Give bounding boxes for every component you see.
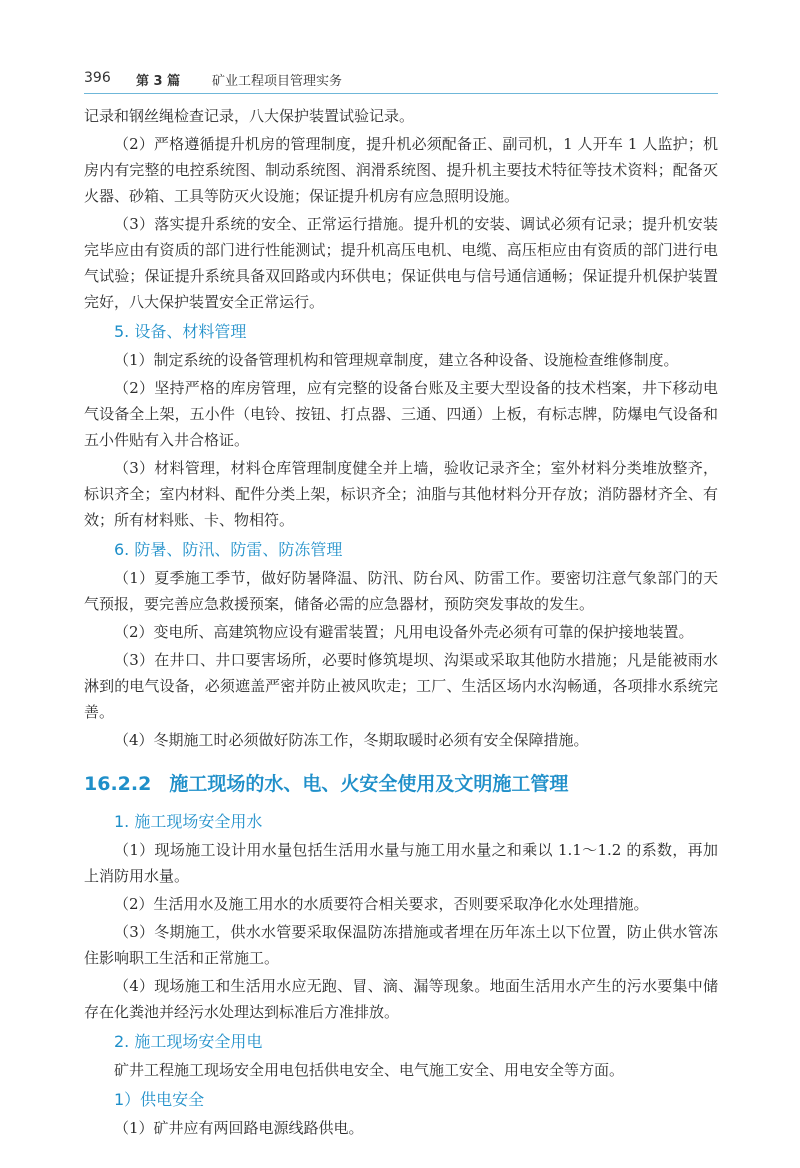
paragraph: （1）现场施工设计用水量包括生活用水量与施工用水量之和乘以 1.1～1.2 的系数，再加上消防用水量。 — [84, 841, 718, 885]
paragraph: （1）夏季施工季节，做好防暑降温、防汛、防台风、防雷工作。要密切注意气象部门的天气预报，要完善应急救援预案，储备必需的应急器材，预防突发事故的发生。 — [84, 569, 718, 613]
paragraph: （2）生活用水及施工用水的水质要符合相关要求，否则要采取净化水处理措施。 — [114, 895, 649, 913]
section-title: 施工现场的水、电、火安全使用及文明施工管理 — [169, 773, 569, 795]
subheading-water-safety: 1. 施工现场安全用水 — [114, 812, 263, 831]
paragraph: （4）现场施工和生活用水应无跑、冒、滴、漏等现象。地面生活用水产生的污水要集中储存在化粪池并经污水处理达到标准后方准排放。 — [84, 977, 718, 1021]
paragraph: 矿井工程施工现场安全用电包括供电安全、电气施工安全、用电安全等方面。 — [114, 1061, 625, 1079]
paragraph: （1）矿井应有两回路电源线路供电。 — [114, 1119, 364, 1137]
paragraph: （1）制定系统的设备管理机构和管理规章制度，建立各种设备、设施检查维修制度。 — [114, 351, 679, 369]
page-header — [84, 62, 718, 96]
paragraph: （2）变电所、高建筑物应设有避雷装置；凡用电设备外壳必须有可靠的保护接地装置。 — [114, 623, 694, 641]
page-body — [84, 103, 718, 1143]
paragraph: （3）冬期施工，供水水管要采取保温防冻措施或者埋在历年冻土以下位置，防止供水管冻住影响职工生活和正常施工。 — [84, 923, 718, 967]
section-number: 16.2.2 — [84, 773, 152, 795]
header-rule — [84, 93, 718, 94]
paragraph: （2）严格遵循提升机房的管理制度，提升机必须配备正、副司机，1 人开车 1 人监护；机房内有完整的电控系统图、制动系统图、润滑系统图、提升机主要技术特征等技术资料；配备灭火器、砂箱、工具等防灭火设施；保证提升机房有应急照明设施。 — [84, 135, 718, 205]
paragraph: （3）在井口、井口要害场所，必要时修筑堤坝、沟渠或采取其他防水措施；凡是能被雨水淋到的电气设备，必须遮盖严密并防止被风吹走；工厂、生活区场内水沟畅通，各项排水系统完善。 — [84, 651, 718, 721]
subheading-equipment-materials: 5. 设备、材料管理 — [114, 322, 247, 341]
page-number: 396 — [84, 70, 111, 86]
section-heading — [84, 769, 718, 799]
subheading-electricity-safety: 2. 施工现场安全用电 — [114, 1032, 263, 1051]
paragraph: （3）材料管理，材料仓库管理制度健全并上墙，验收记录齐全；室外材料分类堆放整齐，标识齐全；室内材料、配件分类上架，标识齐全；油脂与其他材料分开存放；消防器材齐全、有效；所有材料账、卡、物相符。 — [84, 459, 718, 529]
chapter-label: 第 3 篇 — [136, 74, 181, 89]
paragraph: （2）坚持严格的库房管理，应有完整的设备台账及主要大型设备的技术档案，井下移动电气设备全上架，五小件（电铃、按钮、打点器、三通、四通）上板，有标志牌，防爆电气设备和五小件贴有入井合格证。 — [84, 379, 718, 449]
book-title: 矿业工程项目管理实务 — [212, 74, 343, 89]
subheading-weather-protection: 6. 防暑、防汛、防雷、防冻管理 — [114, 540, 343, 559]
paragraph-continued: 记录和钢丝绳检查记录，八大保护装置试验记录。 — [84, 107, 415, 125]
paragraph: （3）落实提升系统的安全、正常运行措施。提升机的安装、调试必须有记录；提升机安装完毕应由有资质的部门进行性能测试；提升机高压电机、电缆、高压柜应由有资质的部门进行电气试验；保证提升系统具备双回路或内环供电；保证供电与信号通信通畅；保证提升机保护装置完好，八大保护装置安全正常运行。 — [84, 215, 718, 311]
subheading-power-supply: 1）供电安全 — [114, 1090, 205, 1109]
paragraph: （4）冬期施工时必须做好防冻工作，冬期取暖时必须有安全保障措施。 — [114, 731, 589, 749]
